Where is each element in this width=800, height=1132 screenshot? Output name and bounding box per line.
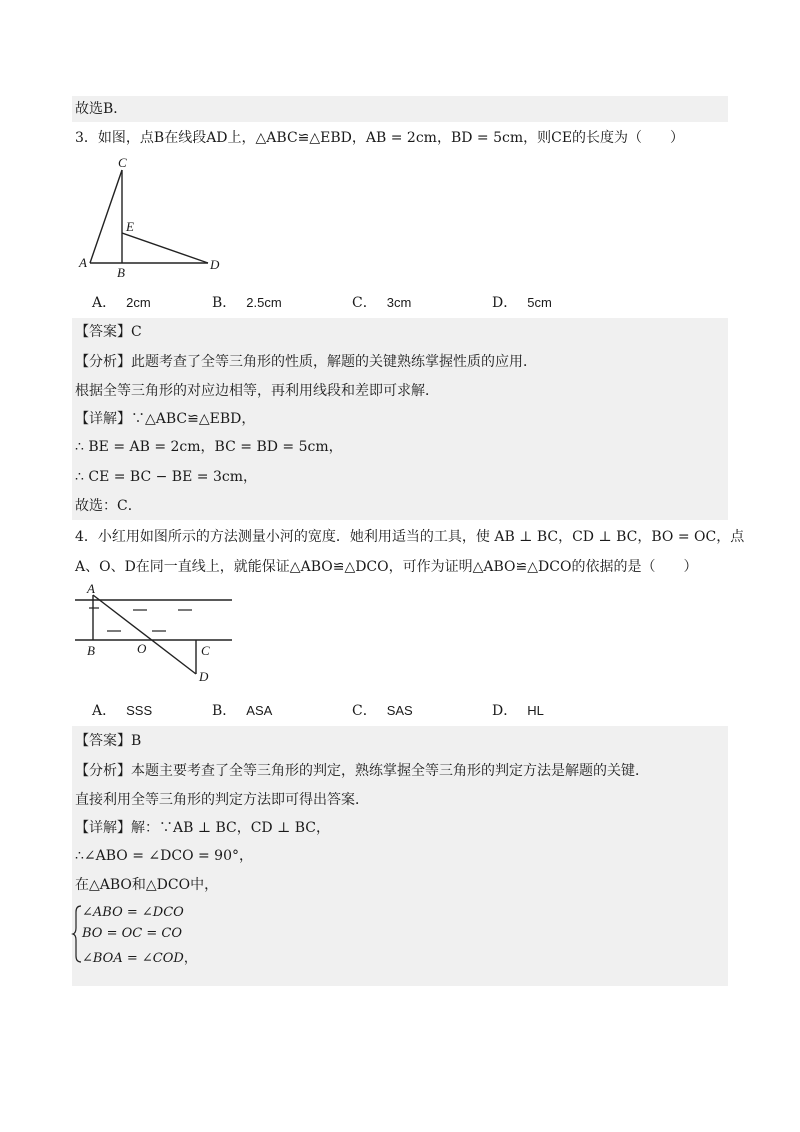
q3-label-a: A	[79, 255, 87, 270]
q3-label-c: C	[118, 155, 127, 170]
q3-segment-ac	[90, 170, 122, 263]
option-letter: B．	[212, 703, 237, 719]
q3-option-c[interactable]	[352, 292, 411, 312]
q3-option-b[interactable]	[212, 292, 282, 312]
q3-figure	[75, 155, 235, 280]
q4-label-a: A	[87, 581, 95, 596]
q3-detail-1: 【详解】∵△ABC≌△EBD，	[75, 411, 256, 427]
q4-detail-1: 【详解】解：∵AB ⊥ BC，CD ⊥ BC，	[75, 820, 330, 836]
option-letter: B．	[212, 295, 237, 311]
q4-answer: 【答案】B	[75, 733, 142, 749]
q4-system-line-1: ∠ABO = ∠DCO	[82, 905, 184, 920]
q4-analysis-2: 直接利用全等三角形的判定方法即可得出答案．	[75, 792, 369, 808]
option-value: 2.5cm	[246, 295, 282, 310]
q4-label-b: B	[87, 643, 95, 658]
q4-analysis-1: 【分析】本题主要考查了全等三角形的判定，熟练掌握全等三角形的判定方法是解题的关键．	[75, 763, 649, 779]
q4-option-d[interactable]	[492, 700, 544, 720]
option-value: SAS	[386, 703, 413, 718]
q4-label-c: C	[201, 643, 210, 658]
q4-stem-2: A、O、D在同一直线上，就能保证△ABO≌△DCO，可作为证明△ABO≌△DCO的依据的是（ ）	[75, 559, 698, 575]
q3-detail-2: ∴ BE = AB = 2cm，BC = BD = 5cm，	[75, 439, 343, 455]
q3-option-a[interactable]	[92, 292, 151, 312]
q3-option-d[interactable]	[492, 292, 552, 312]
option-value: HL	[527, 703, 544, 718]
option-value: SSS	[126, 703, 153, 718]
option-value: 3cm	[386, 295, 412, 310]
q4-option-a[interactable]	[92, 700, 152, 720]
q4-detail-3: 在△ABO和△DCO中，	[75, 877, 219, 893]
q3-segment-ed	[122, 233, 208, 263]
prev-solution-band	[72, 96, 728, 122]
q4-figure	[75, 582, 240, 687]
q4-system-line-2: BO = OC = CO	[82, 926, 182, 941]
q4-detail-2: ∴∠ABO = ∠DCO = 90°，	[75, 848, 253, 864]
option-letter: C．	[352, 295, 377, 311]
q3-conclusion: 故选：C．	[75, 498, 142, 514]
option-letter: C．	[352, 703, 377, 719]
option-letter: A．	[92, 295, 117, 311]
q4-label-o: O	[137, 641, 147, 656]
q4-system-end: ，	[183, 951, 197, 966]
option-value: ASA	[246, 703, 273, 718]
q3-analysis-2: 根据全等三角形的对应边相等，再利用线段和差即可求解．	[75, 383, 439, 399]
option-value: 5cm	[527, 295, 552, 310]
q4-option-c[interactable]	[352, 700, 413, 720]
q3-label-b: B	[117, 265, 125, 280]
q4-label-d: D	[199, 669, 209, 684]
q3-label-e: E	[126, 219, 134, 234]
option-value: 2cm	[126, 295, 151, 310]
q3-label-d: D	[210, 257, 220, 272]
q4-system-line-3-text: ∠BOA = ∠COD	[82, 951, 184, 966]
q4-segment-ad	[93, 595, 196, 674]
q4-system-line-3	[82, 947, 197, 966]
option-letter: D．	[492, 295, 518, 311]
q4-stem-1: 4．小红用如图所示的方法测量小河的宽度．她利用适当的工具，使 AB ⊥ BC，CD ⊥ BC，BO = OC，点	[75, 529, 745, 545]
option-letter: D．	[492, 703, 518, 719]
q3-answer: 【答案】C	[75, 324, 142, 340]
q3-analysis-1: 【分析】此题考查了全等三角形的性质，解题的关键熟练掌握性质的应用．	[75, 354, 537, 370]
prev-conclusion: 故选B．	[75, 101, 128, 117]
option-letter: A．	[92, 703, 117, 719]
q3-detail-3: ∴ CE = BC − BE = 3cm，	[75, 469, 257, 485]
q4-option-b[interactable]	[212, 700, 272, 720]
q3-stem: 3．如图，点B在线段AD上，△ABC≌△EBD，AB = 2cm，BD = 5cm，则CE的长度为（ ）	[75, 130, 685, 146]
